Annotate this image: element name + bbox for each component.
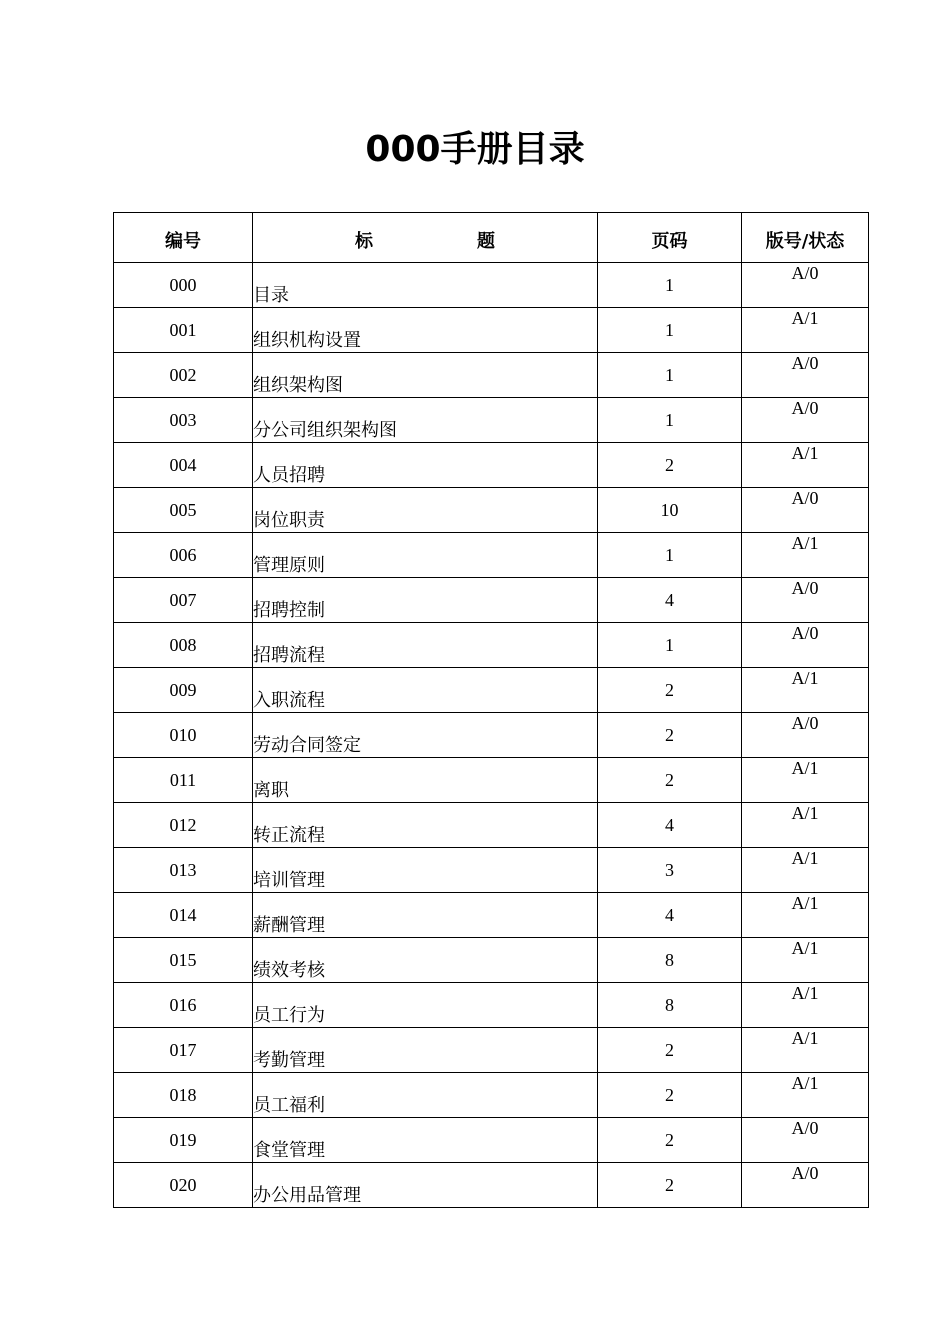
row-page: 1 — [598, 263, 742, 308]
table-row — [114, 443, 869, 488]
table-row — [114, 263, 869, 308]
row-title: 员工行为 — [253, 983, 598, 1028]
row-title: 管理原则 — [253, 533, 598, 578]
row-title: 考勤管理 — [253, 1028, 598, 1073]
row-version: A/1 — [742, 848, 869, 893]
row-version: A/1 — [742, 443, 869, 488]
table-row — [114, 578, 869, 623]
row-title: 分公司组织架构图 — [253, 398, 598, 443]
table-row — [114, 308, 869, 353]
row-page: 4 — [598, 893, 742, 938]
row-title: 目录 — [253, 263, 598, 308]
row-code: 010 — [114, 713, 253, 758]
row-page: 2 — [598, 1028, 742, 1073]
row-version: A/1 — [742, 893, 869, 938]
row-code: 002 — [114, 353, 253, 398]
row-title: 员工福利 — [253, 1073, 598, 1118]
row-page: 2 — [598, 443, 742, 488]
row-code: 009 — [114, 668, 253, 713]
row-version: A/0 — [742, 623, 869, 668]
row-code: 000 — [114, 263, 253, 308]
toc-body — [114, 263, 869, 1208]
row-version: A/1 — [742, 983, 869, 1028]
row-page: 1 — [598, 308, 742, 353]
row-version: A/0 — [742, 713, 869, 758]
row-title: 组织架构图 — [253, 353, 598, 398]
toc-table — [113, 212, 869, 1208]
row-page: 2 — [598, 1163, 742, 1208]
table-row — [114, 1163, 869, 1208]
table-row — [114, 1073, 869, 1118]
table-row — [114, 533, 869, 578]
row-version: A/1 — [742, 533, 869, 578]
row-code: 001 — [114, 308, 253, 353]
header-page: 页码 — [598, 213, 742, 263]
table-row — [114, 623, 869, 668]
row-code: 015 — [114, 938, 253, 983]
table-row — [114, 398, 869, 443]
row-page: 1 — [598, 533, 742, 578]
header-title-part2: 题 — [477, 230, 495, 252]
table-row — [114, 353, 869, 398]
row-code: 020 — [114, 1163, 253, 1208]
row-code: 007 — [114, 578, 253, 623]
row-page: 10 — [598, 488, 742, 533]
row-title: 入职流程 — [253, 668, 598, 713]
row-title: 绩效考核 — [253, 938, 598, 983]
row-title: 办公用品管理 — [253, 1163, 598, 1208]
row-code: 011 — [114, 758, 253, 803]
row-version: A/0 — [742, 398, 869, 443]
table-row — [114, 893, 869, 938]
row-page: 4 — [598, 578, 742, 623]
row-version: A/0 — [742, 578, 869, 623]
header-code: 编号 — [114, 213, 253, 263]
row-version: A/1 — [742, 308, 869, 353]
row-title: 岗位职责 — [253, 488, 598, 533]
row-version: A/0 — [742, 488, 869, 533]
row-code: 013 — [114, 848, 253, 893]
row-page: 1 — [598, 398, 742, 443]
row-title: 劳动合同签定 — [253, 713, 598, 758]
row-page: 2 — [598, 1073, 742, 1118]
row-code: 003 — [114, 398, 253, 443]
row-title: 招聘控制 — [253, 578, 598, 623]
row-code: 006 — [114, 533, 253, 578]
row-version: A/1 — [742, 1073, 869, 1118]
row-page: 8 — [598, 938, 742, 983]
row-code: 016 — [114, 983, 253, 1028]
header-version: 版号/状态 — [742, 213, 869, 263]
table-row — [114, 983, 869, 1028]
table-row — [114, 758, 869, 803]
row-version: A/1 — [742, 938, 869, 983]
row-code: 004 — [114, 443, 253, 488]
row-code: 014 — [114, 893, 253, 938]
header-title-part1: 标 — [355, 230, 373, 252]
row-code: 005 — [114, 488, 253, 533]
row-title: 离职 — [253, 758, 598, 803]
row-title: 组织机构设置 — [253, 308, 598, 353]
row-code: 017 — [114, 1028, 253, 1073]
row-version: A/1 — [742, 668, 869, 713]
row-version: A/0 — [742, 1163, 869, 1208]
row-version: A/0 — [742, 353, 869, 398]
page-title: 000手册目录 — [365, 129, 585, 170]
row-page: 2 — [598, 713, 742, 758]
table-row — [114, 848, 869, 893]
row-code: 012 — [114, 803, 253, 848]
row-page: 2 — [598, 758, 742, 803]
row-page: 2 — [598, 668, 742, 713]
row-page: 1 — [598, 353, 742, 398]
table-row — [114, 488, 869, 533]
table-row — [114, 713, 869, 758]
table-row — [114, 938, 869, 983]
table-row — [114, 668, 869, 713]
row-page: 4 — [598, 803, 742, 848]
row-version: A/1 — [742, 758, 869, 803]
row-page: 2 — [598, 1118, 742, 1163]
table-row — [114, 1118, 869, 1163]
row-version: A/1 — [742, 1028, 869, 1073]
row-page: 3 — [598, 848, 742, 893]
row-code: 008 — [114, 623, 253, 668]
row-title: 转正流程 — [253, 803, 598, 848]
row-title: 招聘流程 — [253, 623, 598, 668]
row-version: A/1 — [742, 803, 869, 848]
table-row — [114, 1028, 869, 1073]
row-version: A/0 — [742, 1118, 869, 1163]
header-row — [114, 213, 869, 263]
row-title: 薪酬管理 — [253, 893, 598, 938]
row-code: 018 — [114, 1073, 253, 1118]
row-title: 培训管理 — [253, 848, 598, 893]
row-title: 人员招聘 — [253, 443, 598, 488]
row-version: A/0 — [742, 263, 869, 308]
row-code: 019 — [114, 1118, 253, 1163]
row-title: 食堂管理 — [253, 1118, 598, 1163]
header-title — [253, 213, 598, 263]
row-page: 1 — [598, 623, 742, 668]
table-row — [114, 803, 869, 848]
row-page: 8 — [598, 983, 742, 1028]
